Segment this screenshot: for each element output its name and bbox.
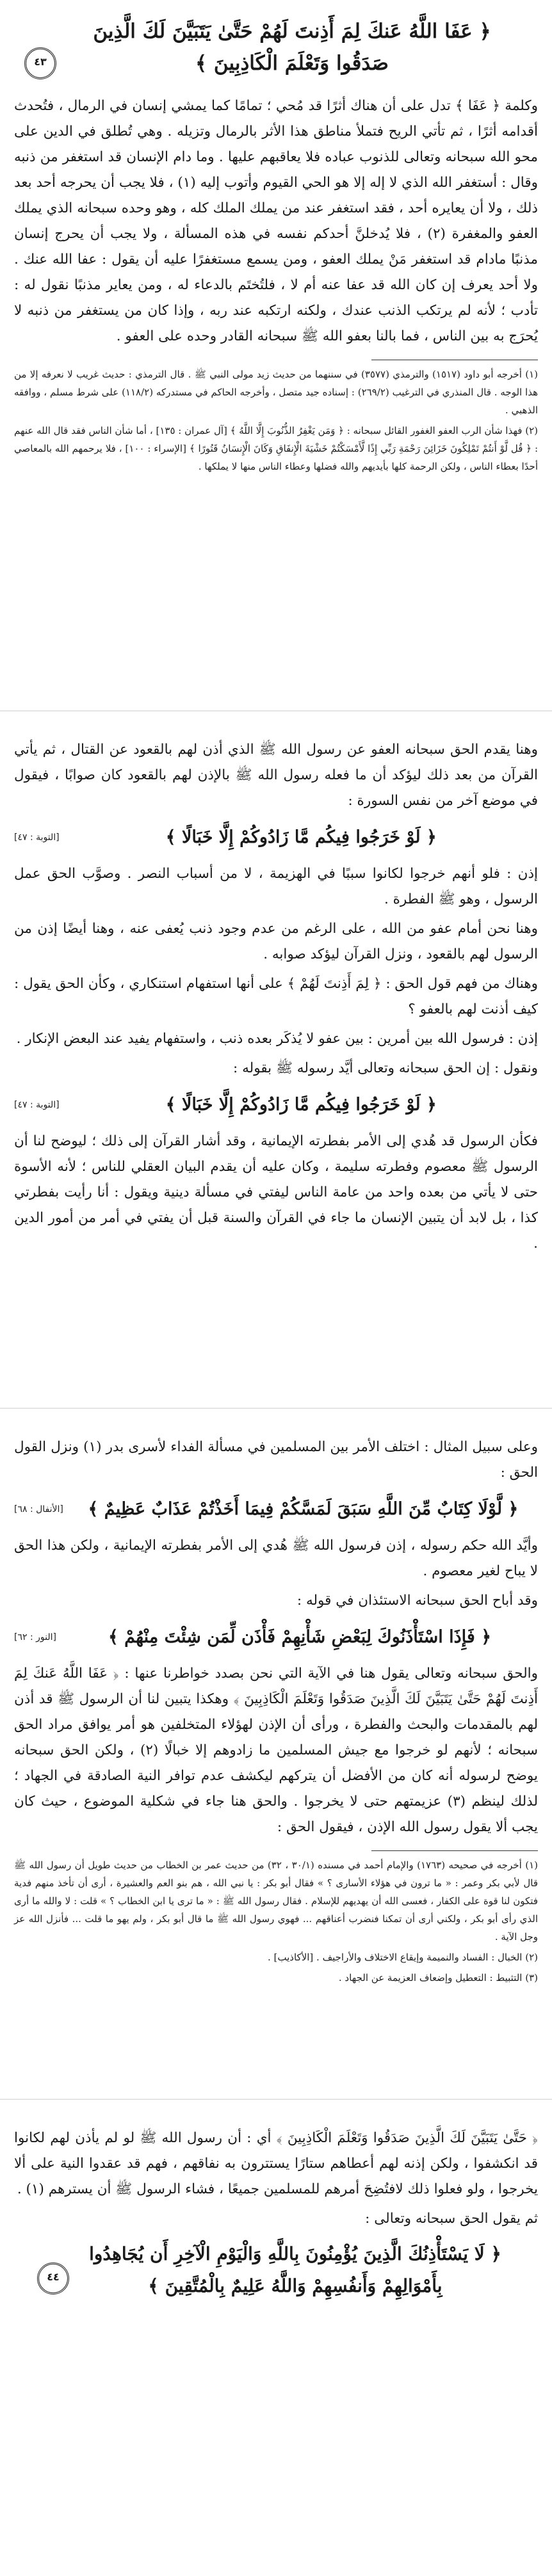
quote-reference: [التوبة : ٤٧] <box>14 832 60 843</box>
quote-reference: [التوبة : ٤٧] <box>14 1100 60 1110</box>
quran-quote <box>14 823 538 852</box>
body-paragraph: وهناك من فهم قول الحق : ﴿ لِمَ أَذِنتَ لَهُمْ ﴾ على أنها استفهام استنكاري ، وكأن الحق يقول : كيف أذنت لهم بالعفو ؟ <box>14 976 538 1017</box>
page-3 <box>0 1408 552 2099</box>
body-paragraph: وقد أباح الحق سبحانه الاستئذان في قوله : <box>296 1593 538 1609</box>
quote-text: ﴿ لَوْ خَرَجُوا فِيكُم مَّا زَادُوكُمْ إِلَّا خَبَالًا ﴾ <box>165 1095 437 1115</box>
body-paragraph: وهنا نحن أمام عفو من الله ، على الرغم من عدم وجود ذنب يُعفى عنه ، وهنا أيضًا إذن من الرسول لهم بالقعود ، ونزل القرآن ليؤكد صوابه . <box>14 921 538 962</box>
verse-text: ﴿ عَفَا اللَّهُ عَنكَ لِمَ أَذِنتَ لَهُمْ حَتَّىٰ يَتَبَيَّنَ لَكَ الَّذِينَ صَدَقُوا وَتَعْلَمَ الْكَاذِبِينَ ﴾ <box>93 20 491 75</box>
body-paragraph: وكلمة ﴿ عَفَا ﴾ تدل على أن هناك أثرًا قد مُحي ؛ تمامًا كما يمشي إنسان في الرمال ، فتُحدث أقدامه أثرًا ، ثم تأتي الريح فتملأ مناطق هذا الأثر بالرمال وتزيله . وهي تُطلق في الدين على محو الله سبحانه وتعالى للذنوب عباده فلا يعاقبهم عليها . وما دام الإنسان قد استغفر من ذنبه وقال : أستغفر الله الذي لا إله إلا هو الحي القيوم وأتوب إليه (١) ، فلا يجب أن يحرجه أحد بعد ذلك ، ولا أن يعايره أحد ، فقد استغفر عند من يملك الملك كله ، وهو وحده سبحانه الذي يملك العفو والمغفرة (٢) ، فلا يُدخلنَّ أحدكم نفسه في هذه المسألة ، ولا يجب أن يحرج إنسان مذنبًا مادام قد استغفر مَنْ يملك العفو ، ومن يسمع مستغفرًا عليه أن يقول : عفا الله عنك . ولا أحد يعرف إن كان الله قد عفا عنه أم لا ، فلتُختَم بالدعاء له ، ومن يعاير مذنبًا نقول له : تأدب ؛ لأنه لم يرتكب الذنب عندك ، ولكنه ارتكبه عند ربه ، وإذا كان من يستغفر من ذنبه لا يُحرَج به بين الناس ، فما بالنا بعفو الله ﷺ سبحانه القادر وحده على العفو . <box>14 98 538 344</box>
body-paragraph: إذن : فرسول الله بين أمرين : بين عفو لا يُذكَر بعده ذنب ، واستفهام يفيد عند البعض الإنكار . <box>16 1031 538 1047</box>
body-paragraph: ﴿ حَتَّىٰ يَتَبَيَّنَ لَكَ الَّذِينَ صَدَقُوا وَتَعْلَمَ الْكَاذِبِينَ ﴾ أي : أن رسول الله ﷺ لو لم يأذن لهم لكانوا قد انكشفوا ، ولكن إذنه لهم أعطاهم ستارًا يستترون به نفاقهم ، فهم قد عقدوا النية على ألا يخرجوا ، ولو فعلوا ذلك لافتُضِحَ أمرهم للمسلمين جميعًا ، فشاء الرسول ﷺ أن يسترهم (١) . <box>14 2130 538 2197</box>
quote-reference: [النور : ٦٢] <box>14 1632 56 1642</box>
body-paragraph: والحق سبحانه وتعالى يقول هنا في الآية التي نحن بصدد خواطرنا عنها : ﴿ عَفَا اللَّهُ عَنكَ لِمَ أَذِنتَ لَهُمْ حَتَّىٰ يَتَبَيَّنَ لَكَ الَّذِينَ صَدَقُوا وَتَعْلَمَ الْكَاذِبِينَ ﴾ وهكذا يتبين لنا أن الرسول ﷺ قد أذن لهم بالمقدمات والبحث والفطرة ، ورأى أن الإذن لهؤلاء المتخلفين هو أمر يوافق مراد الحق سبحانه ؛ لأنهم لو خرجوا مع جيش المسلمين ما زادوهم إلا خبالًا (٢) ، ولكن الحق سبحانه يوضح لرسوله أنه كان من الأفضل أن يتركهم ليكشف عدم توافر النية الصادقة في الجهاد ؛ لذلك لينظم (٣) عزيمتهم حتى لا يخرجوا . والحق هنا جاء في شكلية الموضوع ، حيث كان يجب ألا يقول رسول الله الإذن ، فيقول الحق : <box>14 1666 538 1835</box>
quran-quote <box>14 1623 538 1652</box>
footnote-divider <box>371 1850 538 1851</box>
footnote: (١) أخرجه في صحيحه (١٧٦٣) والإمام أحمد في مسنده (٣٠/١ ، ٣٢) من حديث عمر بن الخطاب من حديث طويل أن رسول الله ﷺ قال لأبي بكر وعمر : « ما ترون في هؤلاء الأسارى ؟ » فقال أبو بكر : يا نبي الله ، هم بنو العم والعشيرة ، أرى أن تأخذ منهم فدية فتكون لنا قوة على الكفار ، فعسى الله أن يهديهم للإسلام . فقال رسول الله ﷺ : « ما ترى يا ابن الخطاب ؟ » قلت : لا والله ما أرى الذي رأى أبو بكر ، ولكني أرى أن تمكنا فنضرب أعناقهم ... فهوي رسول الله ﷺ ما قال أبو بكر ، ولم يهو ما قلت ... فأنزل الله عز وجل الآية . <box>14 1859 538 1943</box>
quote-reference: [الأنفال : ٦٨] <box>14 1504 63 1515</box>
quote-text: ﴿ لَّوْلَا كِتَابٌ مِّنَ اللَّهِ سَبَقَ لَمَسَّكُمْ فِيمَا أَخَذْتُمْ عَذَابٌ عَظِيمٌ ﴾ <box>88 1499 519 1519</box>
page-2 <box>0 710 552 1408</box>
footnote: (٣) التثبيط : التعطيل وإضعاف العزيمة عن الجهاد . <box>338 1972 538 1984</box>
quran-verse-banner <box>20 9 532 87</box>
verse-text: ﴿ لَا يَسْتَأْذِنُكَ الَّذِينَ يُؤْمِنُونَ بِاللَّهِ وَالْيَوْمِ الْآخِرِ أَن يُجَاهِدُوا بِأَمْوَالِهِمْ وَأَنفُسِهِمْ وَاللَّهُ عَلِيمٌ بِالْمُتَّقِينَ ﴾ <box>89 2243 501 2296</box>
body-paragraph: فكأن الرسول قد هُدي إلى الأمر بفطرته الإيمانية ، وقد أشار القرآن إلى ذلك ؛ ليوضح لنا أن الرسول ﷺ معصوم وفطرته سليمة ، وكان عليه أن يقدم البيان العقلي للناس ؛ لأنه الأسوة حتى لا يأتي من بعده واحد من عامة الناس ليفتي في مسألة دينية ويقول : أنا رأيت بفطرتي كذا ، بل لابد أن يتبين الإنسان ما جاء في القرآن والسنة قبل أن يفتي في أمر من أمور الدين . <box>14 1133 538 1252</box>
footnote: (٢) فهذا شأن الرب العفو الغفور القائل سبحانه : ﴿ وَمَن يَغْفِرُ الذُّنُوبَ إِلَّا اللَّهُ ﴾ [آل عمران : ١٣٥] ، أما شأن الناس فقد قال الله عنهم : ﴿ قُل لَّوْ أَنتُمْ تَمْلِكُونَ خَزَائِنَ رَحْمَةِ رَبِّي إِذًا لَّأَمْسَكْتُمْ خَشْيَةَ الْإِنفَاقِ وَكَانَ الْإِنسَانُ قَتُورًا ﴾ [الإسراء : ١٠٠] ، فلا يرحمهم الله بالمعاصي أحدًا بعطاء الناس ، ولكن الرحمة كلها بأيديهم والله فضلها وعطاء الناس منها لا يملكها . <box>14 425 539 472</box>
quran-quote <box>14 1495 538 1524</box>
body-paragraph: ونقول : إن الحق سبحانه وتعالى أيَّد رسوله ﷺ بقوله : <box>233 1060 538 1076</box>
quote-text: ﴿ فَإِذَا اسْتَأْذَنُوكَ لِبَعْضِ شَأْنِهِمْ فَأْذَن لِّمَن شِئْتَ مِنْهُمْ ﴾ <box>108 1627 492 1647</box>
body-paragraph: وعلى سبيل المثال : اختلف الأمر بين المسلمين في مسألة الفداء لأسرى بدر (١) ونزل القول الحق : <box>14 1439 538 1481</box>
body-paragraph: إذن : فلو أنهم خرجوا لكانوا سببًا في الهزيمة ، لا من أسباب النصر . وصوَّب الحق عمل الرسول ، وهو ﷺ الفطرة . <box>14 866 538 907</box>
body-paragraph: ثم يقول الحق سبحانه وتعالى : <box>365 2211 538 2227</box>
ayah-number-marker: ٤٤ <box>37 2262 69 2294</box>
quran-verse-banner <box>33 2238 519 2302</box>
page-4 <box>0 2099 552 2576</box>
body-paragraph: وأيَّد الله حكم رسوله ، إذن فرسول الله ﷺ هُدي إلى الأمر بفطرته الإيمانية ، ولكن هذا الحق لا يباح لغير معصوم . <box>14 1538 538 1579</box>
footnote: (١) أخرجه أبو داود (١٥١٧) والترمذي (٣٥٧٧) في سننهما من حديث زيد مولى النبي ﷺ . قال الترمذي : حديث غريب لا نعرفه إلا من هذا الوجه . قال المنذري في الترغيب (٢٦٩/٢) : إسناده جيد متصل ، وأخرجه الحاكم في مستدركه (١١٨/٢) على شرط مسلم ، ووافقه الذهبي . <box>14 369 538 416</box>
quote-text: ﴿ لَوْ خَرَجُوا فِيكُم مَّا زَادُوكُمْ إِلَّا خَبَالًا ﴾ <box>165 827 437 847</box>
page-1 <box>0 0 552 710</box>
body-paragraph: وهنا يقدم الحق سبحانه العفو عن رسول الله ﷺ الذي أذن لهم بالقعود عن القتال ، ثم يأتي القرآن من بعد ذلك ليؤكد أن ما فعله رسول الله ﷺ بالإذن لهم بالقعود كان صوابًا ، فيقول في موضع آخر من نفس السورة : <box>14 742 538 809</box>
footnote: (٢) الخبال : الفساد والنميمة وإيقاع الاختلاف والأراجيف . [الأكاذيب] . <box>268 1952 538 1963</box>
quran-quote <box>14 1090 538 1120</box>
ayah-number-marker: ٤٣ <box>24 47 56 79</box>
